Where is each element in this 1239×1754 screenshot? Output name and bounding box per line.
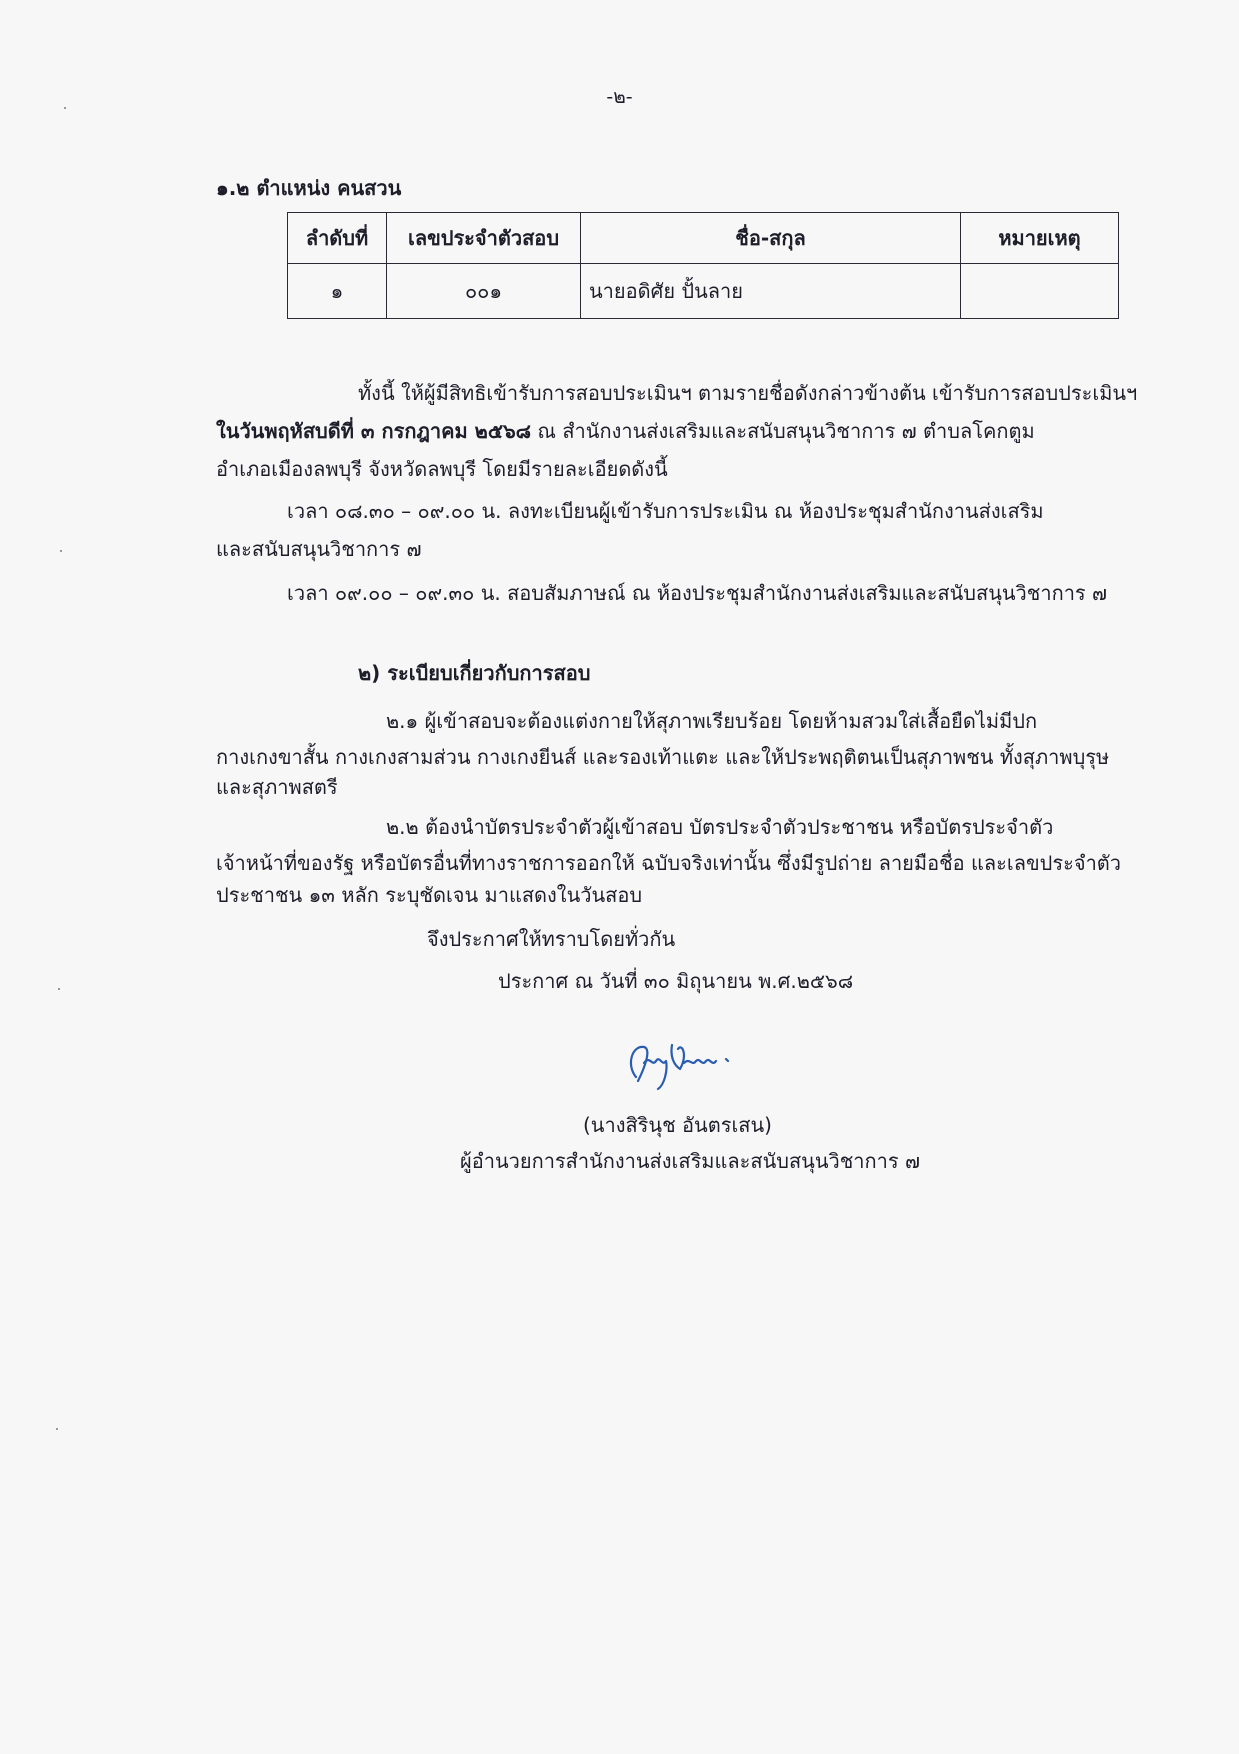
cell-name: นายอดิศัย ปั้นลาย — [581, 264, 961, 319]
rule1-line1: ๒.๑ ผู้เข้าสอบจะต้องแต่งกายให้สุภาพเรียบร้อย โดยห้ามสวมใส่เสื้อยืดไม่มีปก — [386, 709, 1038, 733]
header-order: ลำดับที่ — [288, 213, 387, 264]
rule1-line3: และสุภาพสตรี — [216, 775, 338, 799]
announcement-date: ประกาศ ณ วันที่ ๓๐ มิถุนายน พ.ศ.๒๕๖๘ — [498, 969, 854, 993]
schedule-line1: เวลา ๐๘.๓๐ – ๐๙.๐๐ น. ลงทะเบียนผู้เข้ารับการประเมิน ณ ห้องประชุมสำนักงานส่งเสริม — [287, 499, 1044, 523]
rule2-line1: ๒.๒ ต้องนำบัตรประจำตัวผู้เข้าสอบ บัตรประจำตัวประชาชน หรือบัตรประจำตัว — [386, 815, 1054, 839]
header-name: ชื่อ-สกุล — [581, 213, 961, 264]
rule1-line2: กางเกงขาสั้น กางเกงสามส่วน กางเกงยีนส์ และรองเท้าแตะ และให้ประพฤติตนเป็นสุภาพชน ทั้งสุภาพบุรุษ — [216, 745, 1110, 769]
cell-order: ๑ — [288, 264, 387, 319]
signatory-name: (นางสิรินุช อันตรเสน) — [583, 1113, 772, 1137]
signature-image — [622, 1035, 742, 1093]
cell-remark — [961, 264, 1119, 319]
table-row — [288, 264, 1119, 319]
exam-date-bold: ในวันพฤหัสบดีที่ ๓ กรกฎาคม ๒๕๖๘ — [216, 419, 532, 443]
page-number: -๒- — [606, 86, 633, 108]
paragraph1-line1: ทั้งนี้ ให้ผู้มีสิทธิเข้ารับการสอบประเมินฯ ตามรายชื่อดังกล่าวข้างต้น เข้ารับการสอบประเมินฯ — [358, 381, 1138, 405]
scan-speck — [56, 1428, 58, 1430]
announcement-line: จึงประกาศให้ทราบโดยทั่วกัน — [427, 927, 676, 951]
table-header-row — [288, 213, 1119, 264]
exam-venue: ณ สำนักงานส่งเสริมและสนับสนุนวิชาการ ๗ ตำบลโคกตูม — [531, 419, 1035, 443]
paragraph1-line3: อำเภอเมืองลพบุรี จังหวัดลพบุรี โดยมีรายละเอียดดังนี้ — [216, 457, 668, 481]
scan-speck — [58, 988, 60, 990]
section-heading: ๑.๒ ตำแหน่ง คนสวน — [216, 176, 402, 200]
header-remark: หมายเหตุ — [961, 213, 1119, 264]
section2-heading: ๒) ระเบียบเกี่ยวกับการสอบ — [358, 661, 591, 685]
signatory-title: ผู้อำนวยการสำนักงานส่งเสริมและสนับสนุนวิชาการ ๗ — [460, 1149, 921, 1173]
cell-exam-id: ๐๐๑ — [387, 264, 581, 319]
scan-speck — [60, 550, 62, 552]
scan-speck — [64, 107, 66, 109]
schedule-line3: เวลา ๐๙.๐๐ – ๐๙.๓๐ น. สอบสัมภาษณ์ ณ ห้องประชุมสำนักงานส่งเสริมและสนับสนุนวิชาการ ๗ — [287, 581, 1108, 605]
candidate-table — [287, 212, 1119, 319]
header-exam-id: เลขประจำตัวสอบ — [387, 213, 581, 264]
rule2-line2: เจ้าหน้าที่ของรัฐ หรือบัตรอื่นที่ทางราชการออกให้ ฉบับจริงเท่านั้น ซึ่งมีรูปถ่าย ลายมือชื่อ และเลขประจำตัว — [216, 851, 1122, 875]
rule2-line3: ประชาชน ๑๓ หลัก ระบุชัดเจน มาแสดงในวันสอบ — [216, 883, 643, 907]
schedule-line2: และสนับสนุนวิชาการ ๗ — [216, 537, 422, 561]
paragraph1-line2 — [216, 416, 1035, 446]
